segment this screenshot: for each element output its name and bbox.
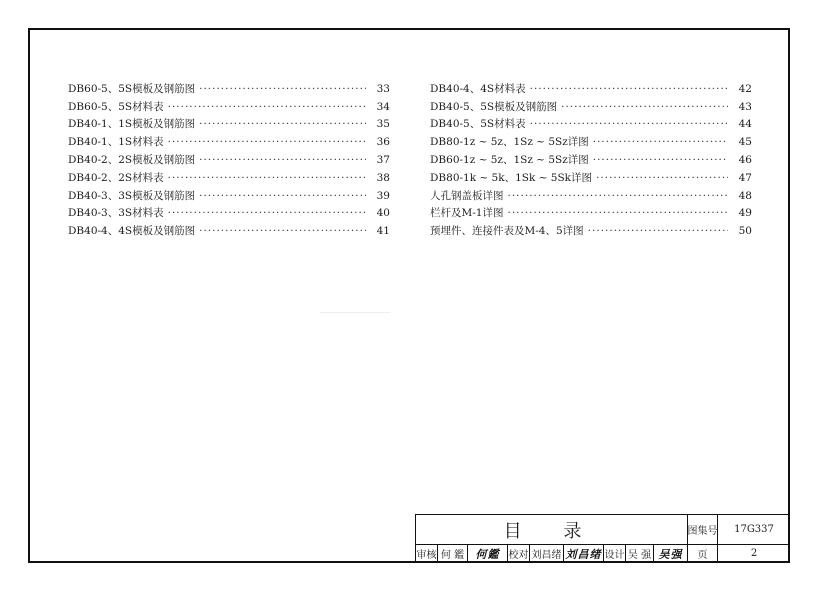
toc-entry bbox=[68, 114, 390, 132]
toc-left-column bbox=[68, 78, 390, 238]
toc-entry bbox=[68, 78, 390, 96]
toc-entry-title: DB40-1、1S材料表 bbox=[68, 136, 164, 149]
leader-dots bbox=[199, 83, 366, 96]
title-block-bottom-row bbox=[416, 544, 790, 563]
leader-dots bbox=[508, 190, 729, 203]
toc-entry-page: 37 bbox=[376, 153, 390, 166]
drawing-sheet bbox=[28, 28, 790, 563]
toc-entry bbox=[68, 185, 390, 203]
leader-dots bbox=[168, 207, 366, 220]
toc-entry-page: 38 bbox=[376, 171, 390, 184]
toc-entry-title: DB40-5、5S模板及钢筋图 bbox=[430, 100, 558, 113]
toc-entry-page: 34 bbox=[376, 100, 390, 113]
toc-entry-title: DB40-1、1S模板及钢筋图 bbox=[68, 118, 196, 131]
toc-entry-page: 45 bbox=[738, 136, 752, 149]
review-label: 审核 bbox=[416, 544, 438, 563]
toc-entry-title: DB40-2、2S材料表 bbox=[68, 171, 164, 184]
toc-entry-title: DB40-4、4S模板及钢筋图 bbox=[68, 225, 196, 238]
toc-entry-title: DB40-4、4S材料表 bbox=[430, 82, 526, 95]
title-block-top-row bbox=[416, 515, 790, 545]
toc-entry-page: 46 bbox=[738, 153, 752, 166]
toc-entry bbox=[430, 96, 752, 114]
leader-dots bbox=[593, 136, 728, 149]
scan-artifact bbox=[320, 312, 390, 313]
toc-entry bbox=[68, 203, 390, 221]
leader-dots bbox=[168, 136, 366, 149]
toc-entry bbox=[430, 203, 752, 221]
check-label: 校对 bbox=[508, 544, 530, 563]
toc-entry-page: 35 bbox=[376, 118, 390, 131]
toc-entry bbox=[430, 131, 752, 149]
atlas-number: 17G337 bbox=[734, 524, 774, 535]
toc-entry-page: 44 bbox=[738, 118, 752, 131]
leader-dots bbox=[199, 118, 366, 131]
title-block bbox=[415, 514, 790, 563]
toc-entry bbox=[430, 149, 752, 167]
leader-dots bbox=[168, 172, 366, 185]
toc-entry-title: DB40-3、3S模板及钢筋图 bbox=[68, 189, 196, 202]
toc-entry bbox=[68, 167, 390, 185]
design-label: 设计 bbox=[604, 544, 626, 563]
leader-dots bbox=[530, 118, 728, 131]
toc-entry-page: 48 bbox=[738, 189, 752, 202]
toc-entry-page: 43 bbox=[738, 100, 752, 113]
leader-dots bbox=[199, 190, 366, 203]
toc-entry-page: 50 bbox=[738, 225, 752, 238]
toc-entry-page: 47 bbox=[738, 171, 752, 184]
leader-dots bbox=[593, 154, 728, 167]
toc-entry-page: 40 bbox=[376, 207, 390, 220]
toc-entry bbox=[430, 185, 752, 203]
leader-dots bbox=[199, 225, 366, 238]
leader-dots bbox=[199, 154, 366, 167]
toc-entry-title: DB60-5、5S材料表 bbox=[68, 100, 164, 113]
leader-dots bbox=[507, 207, 728, 220]
toc-entry-page: 41 bbox=[376, 225, 390, 238]
reviewer-name: 何 鑑 bbox=[438, 544, 468, 563]
toc-entry bbox=[430, 114, 752, 132]
toc-entry-title: 栏杆及M-1详图 bbox=[430, 207, 504, 220]
toc-entry-page: 39 bbox=[376, 189, 390, 202]
toc-entry bbox=[68, 220, 390, 238]
document-title: 目 录 bbox=[416, 515, 688, 544]
toc-entry-page: 33 bbox=[376, 82, 390, 95]
toc-entry-title: DB40-5、5S材料表 bbox=[430, 118, 526, 131]
leader-dots bbox=[530, 83, 728, 96]
leader-dots bbox=[596, 172, 728, 185]
toc-entry-page: 36 bbox=[376, 136, 390, 149]
toc-entry-title: DB60-5、5S模板及钢筋图 bbox=[68, 82, 196, 95]
toc-entry-title: DB80-1z ~ 5z、1Sz ~ 5Sz详图 bbox=[430, 136, 589, 149]
toc-entry bbox=[68, 96, 390, 114]
reviewer-signature: 何鑑 bbox=[468, 544, 508, 563]
toc-entry-title: DB40-3、3S材料表 bbox=[68, 207, 164, 220]
checker-signature: 刘昌绪 bbox=[564, 544, 604, 563]
leader-dots bbox=[561, 101, 728, 114]
designer-name: 吴 强 bbox=[626, 544, 654, 563]
designer-signature: 吴强 bbox=[654, 544, 688, 563]
toc-entry-title: 预埋件、连接件表及M-4、5详图 bbox=[430, 225, 584, 238]
checker-name: 刘昌绪 bbox=[530, 544, 564, 563]
toc-entry bbox=[68, 149, 390, 167]
atlas-number-label: 图集号 bbox=[688, 515, 718, 544]
toc-entry-page: 49 bbox=[738, 207, 752, 220]
toc-entry-page: 42 bbox=[738, 82, 752, 95]
toc-right-column bbox=[430, 78, 752, 238]
page-number: 2 bbox=[750, 548, 758, 559]
toc-entry bbox=[68, 131, 390, 149]
toc-entry-title: DB40-2、2S模板及钢筋图 bbox=[68, 153, 196, 166]
toc-entry-title: DB60-1z ~ 5z、1Sz ~ 5Sz详图 bbox=[430, 153, 589, 166]
leader-dots bbox=[168, 101, 366, 114]
leader-dots bbox=[588, 225, 728, 238]
page-label: 页 bbox=[688, 544, 718, 563]
toc-entry bbox=[430, 78, 752, 96]
toc-entry bbox=[430, 167, 752, 185]
toc-entry-title: 人孔钢盖板详图 bbox=[430, 189, 504, 202]
toc-entry bbox=[430, 220, 752, 238]
toc-entry-title: DB80-1k ~ 5k、1Sk ~ 5Sk详图 bbox=[430, 171, 593, 184]
